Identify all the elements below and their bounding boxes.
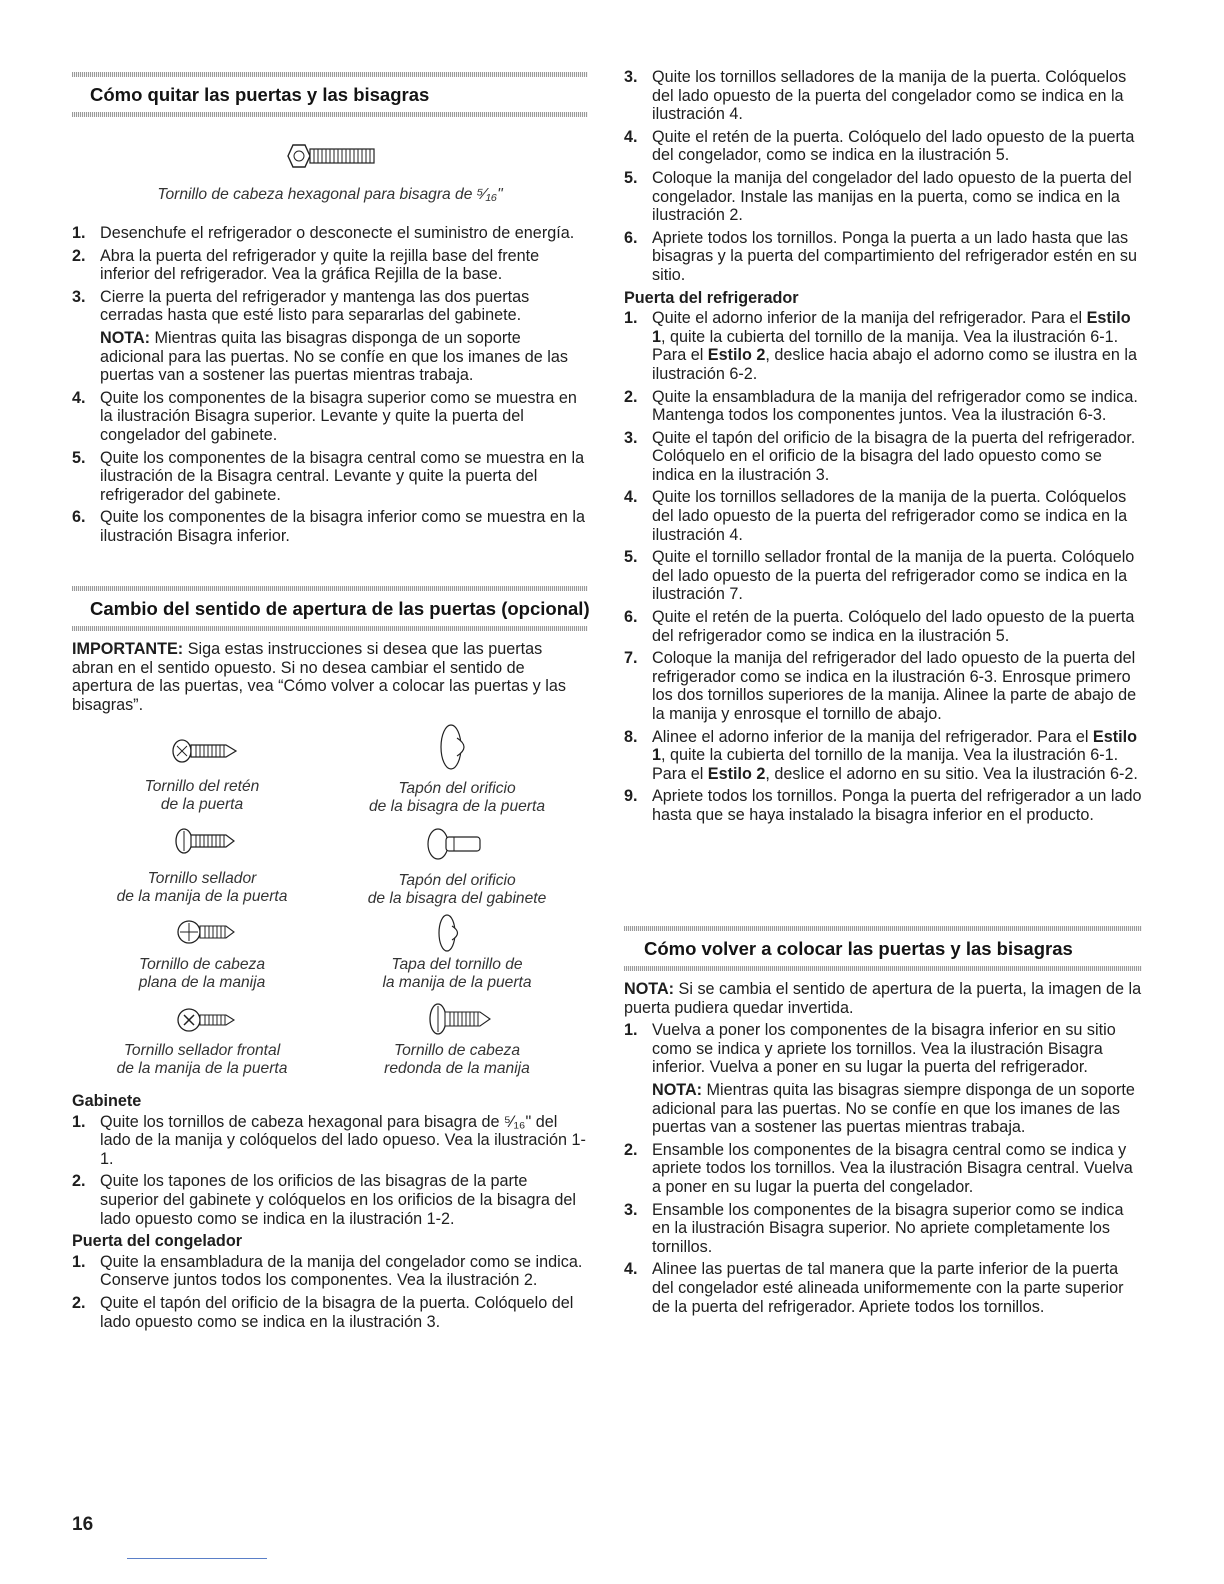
- subheading-refrigerator-door: Puerta del refrigerador: [624, 288, 799, 307]
- list-item: [72, 389, 588, 445]
- section-title-remove-doors: Cómo quitar las puertas y las bisagras: [90, 84, 430, 105]
- step-text: Abra la puerta del refrigerador y quite la rejilla base del frente inferior del refrigerador. Vea la gráfica Rejilla de la base.: [100, 246, 540, 284]
- list-item: [72, 449, 588, 505]
- list-item: [72, 508, 588, 545]
- step-text: Desenchufe el refrigerador o desconecte el suministro de energía.: [100, 224, 575, 242]
- step-number: 2.: [72, 1293, 86, 1312]
- list-item: [624, 1141, 1142, 1197]
- step-text: Quite la ensambladura de la manija del congelador como se indica. Conserve juntos todos los componentes. Vea la ilustración 2.: [100, 1252, 583, 1290]
- section-rule: [72, 72, 588, 77]
- page-number: 16: [72, 1514, 94, 1535]
- door-hinge-plug-icon: [437, 722, 477, 772]
- step-number: 1.: [624, 1021, 638, 1040]
- list-item: [72, 1113, 588, 1169]
- step-text: Quite el tapón del orificio de la bisagra de la puerta del refrigerador. Colóquelo en el orificio de la bisagra del lado opuesto como se indica en la ilustración 3.: [652, 428, 1136, 484]
- list-item: [624, 1021, 1142, 1137]
- step-text: Quite los tapones de los orificios de las bisagras de la parte superior del gabinete y colóquelos en los orificios de la bisagra del lado opuesto como se indica en la ilustración 1-2.: [100, 1172, 577, 1228]
- bolt-caption: Tornillo de cabeza hexagonal para bisagra de ⁵⁄₁₆": [157, 186, 503, 203]
- step-number: 3.: [624, 1200, 638, 1219]
- section-rule: [72, 586, 588, 591]
- step-number: 2.: [72, 1172, 86, 1191]
- door-stop-screw-icon: [170, 738, 240, 764]
- step-text: Quite el retén de la puerta. Colóquelo del lado opuesto de la puerta del refrigerador como se indica en la ilustración 5.: [652, 608, 1135, 645]
- note: [100, 329, 588, 385]
- step-number: 4.: [624, 1260, 638, 1279]
- subheading-cabinet: Gabinete: [72, 1092, 142, 1110]
- hex-head-bolt-icon: [284, 140, 380, 172]
- step-text: Quite el adorno inferior de la manija del refrigerador. Para el Estilo 1, quite la cubierta del tornillo de la manija. Vea la ilustración 6-1. Para el Estilo 2, deslice hacia abajo el adorno como se ilustra en la ilustración 6-2.: [652, 309, 1138, 383]
- important-label: IMPORTANTE:: [72, 640, 184, 658]
- note-label: NOTA:: [624, 980, 675, 998]
- step-number: 6.: [624, 608, 638, 627]
- list-item: [72, 247, 588, 284]
- list-item: [624, 169, 1142, 225]
- section-rule: [624, 926, 1142, 931]
- part-caption: Tapón del orificio de la bisagra del gabinete: [367, 872, 547, 907]
- step-number: 1.: [72, 1112, 86, 1131]
- cabinet-hinge-plug-icon: [424, 826, 488, 862]
- step-number: 1.: [624, 309, 638, 328]
- remove-doors-steps: [72, 224, 588, 550]
- step-text: Vuelva a poner los componentes de la bisagra inferior en su sitio como se indica y apriete los tornillos. Vea la ilustración Bisagra inferior. Vuelva a poner en su lugar la puerta del refrigerador.: [652, 1021, 1116, 1077]
- list-item: [624, 429, 1142, 485]
- list-item: [624, 309, 1142, 383]
- step-number: 5.: [624, 548, 638, 567]
- section-title-reverse-doors: Cambio del sentido de apertura de las puertas (opcional): [90, 598, 590, 619]
- note-text: Mientras quita las bisagras disponga de un soporte adicional para las puertas. No se confíe en que los imanes de las puertas van a sostener las puertas mientras trabaja.: [100, 328, 568, 385]
- list-item: [624, 728, 1142, 784]
- list-item: [624, 1260, 1142, 1316]
- step-number: 9.: [624, 787, 638, 806]
- step-number: 6.: [624, 228, 638, 247]
- step-number: 2.: [624, 387, 638, 406]
- step-text: Quite los tornillos selladores de la manija de la puerta. Colóquelos del lado opuesto de la puerta del refrigerador como se indica en la ilustración 4.: [652, 488, 1128, 544]
- step-text: Ensamble los componentes de la bisagra central como se indica y apriete todos los tornillos. Vea la ilustración Bisagra central. Vuelva a poner en su lugar la puerta del congelador.: [652, 1140, 1133, 1196]
- step-number: 5.: [72, 448, 86, 467]
- note-label: NOTA:: [100, 328, 151, 347]
- list-item: [624, 488, 1142, 544]
- handle-screw-cap-icon: [435, 912, 471, 954]
- step-text: Quite los componentes de la bisagra central como se muestra en la ilustración de la Bisagra central. Levante y quite la puerta del refrigerador del gabinete.: [100, 448, 585, 504]
- step-text: Coloque la manija del refrigerador del lado opuesto de la puerta del refrigerador como se indica en la ilustración 6-3. Enrosque primero los dos tornillos superiores de la manija. Alinee la parte de abajo de la manija y enrosque el tornillo de abajo.: [652, 649, 1137, 723]
- part-caption: Tornillo de cabeza redonda de la manija: [384, 1042, 530, 1077]
- step-text: Quite el retén de la puerta. Colóquelo del lado opuesto de la puerta del congelador, como se indica en la ilustración 5.: [652, 127, 1135, 165]
- list-item: [72, 288, 588, 385]
- subheading-freezer-door: Puerta del congelador: [72, 1232, 243, 1251]
- section-rule: [72, 112, 588, 117]
- step-text: Alinee el adorno inferior de la manija del refrigerador. Para el Estilo 1, quite la cubierta del tornillo de la manija. Vea la ilustración 6-1. Para el Estilo 2, deslice el adorno en su sitio. Vea la ilustración 6-2.: [652, 727, 1138, 783]
- step-text: Quite los tornillos selladores de la manija de la puerta. Colóquelos del lado opuesto de la puerta del congelador como se indica en la ilustración 4.: [652, 68, 1127, 124]
- step-text: Quite el tapón del orificio de la bisagra de la puerta. Colóquelo del lado opuesto como se indica en la ilustración 3.: [100, 1293, 574, 1331]
- flat-head-screw-icon: [176, 916, 238, 948]
- step-text: Quite la ensambladura de la manija del refrigerador como se indica. Mantenga todos los componentes juntos. Vea la ilustración 6-3.: [652, 387, 1138, 425]
- step-text: Quite el tornillo sellador frontal de la manija de la puerta. Colóquelo del lado opuesto de la puerta del refrigerador como se indica en la ilustración 7.: [652, 548, 1135, 604]
- list-item: [624, 388, 1142, 425]
- step-number: 3.: [72, 287, 86, 306]
- section-rule: [72, 626, 588, 631]
- replace-doors-section: [624, 980, 1142, 1320]
- section-rule: [624, 966, 1142, 971]
- step-text: Alinee las puertas de tal manera que la parte inferior de la puerta del congelador esté alineada uniformemente con la parte superior de la puerta del refrigerador. Apriete todos los tornillos.: [652, 1260, 1124, 1316]
- important-paragraph: [72, 640, 588, 714]
- footer-rule: [127, 1558, 267, 1559]
- part-caption: Tornillo de cabeza plana de la manija: [138, 956, 266, 991]
- freezer-door-steps-continued: [624, 68, 1142, 829]
- list-item: [72, 1294, 588, 1331]
- part-caption: Tapa del tornillo de la manija de la puerta: [382, 956, 532, 991]
- step-number: 1.: [72, 1252, 86, 1271]
- step-text: Ensamble los componentes de la bisagra superior como se indica en la ilustración Bisagra superior. No apriete completamente los tornillos.: [652, 1200, 1124, 1256]
- part-caption: Tornillo sellador de la manija de la puerta: [116, 870, 288, 905]
- note: NOTA: Mientras quita las bisagras siempre disponga de un soporte adicional para las puertas. No se confíe en que los imanes de las puertas van a sostener las puertas mientras trabaja.: [652, 1080, 1135, 1137]
- list-item: [624, 68, 1142, 124]
- list-item: [72, 1253, 588, 1290]
- step-number: 2.: [72, 246, 86, 265]
- section-title-replace-doors: Cómo volver a colocar las puertas y las bisagras: [644, 938, 1073, 959]
- step-number: 4.: [624, 127, 638, 146]
- list-item: [624, 787, 1142, 824]
- handle-seal-screw-icon: [174, 826, 238, 856]
- step-number: 4.: [624, 488, 638, 507]
- step-number: 3.: [624, 68, 638, 86]
- important-text: Siga estas instrucciones si desea que las puertas abran en el sentido opuesto. Si no desea cambiar el sentido de apertura de las puertas, vea “Cómo volver a colocar las puertas y las bisagras”.: [72, 640, 566, 714]
- list-item: [624, 608, 1142, 645]
- step-text: Coloque la manija del congelador del lado opuesto de la puerta del congelador. Instale las manijas en la puerta, como se indica en la ilustración 2.: [652, 168, 1132, 225]
- step-number: 3.: [624, 428, 638, 447]
- round-head-screw-icon: [428, 1000, 494, 1038]
- step-text: Quite los componentes de la bisagra superior como se muestra en la ilustración Bisagra superior. Levante y quite la puerta del congelador del gabinete.: [100, 388, 577, 444]
- step-text: Cierre la puerta del refrigerador y mantenga las dos puertas cerradas hasta que esté listo para separarlas del gabinete.: [100, 287, 530, 325]
- front-seal-screw-icon: [176, 1004, 238, 1036]
- step-text: Quite los componentes de la bisagra inferior como se muestra en la ilustración Bisagra inferior.: [100, 508, 585, 545]
- step-number: 7.: [624, 649, 638, 668]
- step-text: Apriete todos los tornillos. Ponga la puerta a un lado hasta que las bisagras y la puerta del compartimiento del refrigerador estén en su sitio.: [652, 228, 1137, 284]
- step-number: 2.: [624, 1140, 638, 1159]
- list-item: [624, 128, 1142, 165]
- step-text: Apriete todos los tornillos. Ponga la puerta del refrigerador a un lado hasta que se haya instalado la bisagra inferior en el producto.: [652, 787, 1142, 824]
- step-text: Quite los tornillos de cabeza hexagonal para bisagra de ⁵⁄₁₆" del lado de la manija y colóquelos del lado opueso. Vea la ilustración 1-1.: [100, 1112, 586, 1168]
- part-caption: Tornillo sellador frontal de la manija de la puerta: [116, 1042, 288, 1077]
- list-item: [624, 229, 1142, 285]
- list-item: [624, 649, 1142, 723]
- cabinet-section: [72, 1090, 588, 1335]
- list-item: [72, 1172, 588, 1228]
- list-item: [624, 1201, 1142, 1257]
- step-number: 6.: [72, 508, 86, 527]
- step-number: 1.: [72, 224, 86, 242]
- step-number: 8.: [624, 727, 638, 746]
- part-caption: Tornillo del retén de la puerta: [144, 778, 260, 813]
- step-number: 4.: [72, 388, 86, 407]
- note-text: Si se cambia el sentido de apertura de la puerta, la imagen de la puerta pudiera quedar invertida.: [624, 980, 1142, 1017]
- list-item: [624, 548, 1142, 604]
- part-caption: Tapón del orificio de la bisagra de la puerta: [369, 780, 545, 815]
- step-number: 5.: [624, 168, 638, 187]
- list-item: [72, 224, 588, 243]
